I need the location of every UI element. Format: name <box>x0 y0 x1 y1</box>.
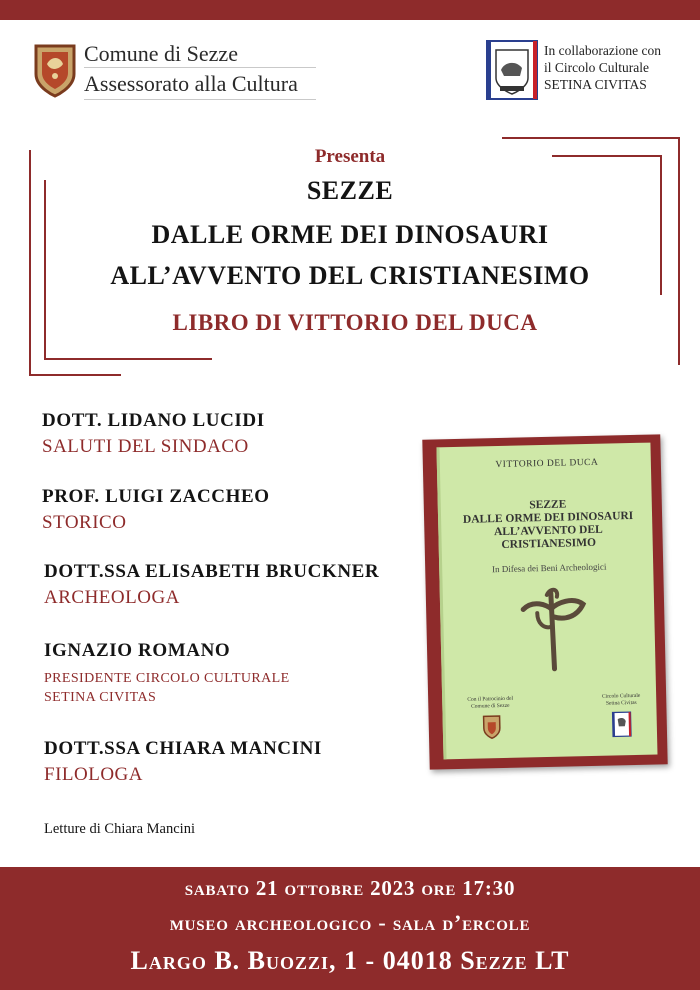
speaker-role: SALUTI DEL SINDACO <box>42 436 249 457</box>
org-subtitle: Assessorato alla Cultura <box>84 71 298 96</box>
event-date: sabato 21 ottobre 2023 ore 17:30 <box>184 876 516 900</box>
book-cover-author: VITTORIO DEL DUCA <box>495 457 599 471</box>
book-cover-title <box>441 496 656 553</box>
readings-note: Letture di Chiara Mancini <box>44 821 195 837</box>
speaker-role: STORICO <box>42 512 127 533</box>
comune-di-sezze-crest-icon <box>32 42 78 98</box>
book-cover-face <box>436 443 657 760</box>
book-author-line: LIBRO DI VITTORIO DEL DUCA <box>172 310 538 335</box>
book-cover-caption <box>591 693 651 708</box>
speaker-name: IGNAZIO ROMANO <box>44 640 231 661</box>
book-cover-caption <box>455 695 525 711</box>
book-cover-caption-line: Comune di Sezze <box>471 702 510 710</box>
event-title-line: ALL’AVVENTO DEL CRISTIANESIMO <box>110 261 590 290</box>
collab-line: il Circolo Culturale <box>544 60 649 75</box>
collab-line: In collaborazione con <box>544 43 661 58</box>
setina-civitas-crest-icon <box>486 40 538 100</box>
book-cover-caption-line: Circolo Culturale <box>601 692 641 700</box>
book-comune-crest-icon <box>482 714 503 740</box>
frame-line <box>44 358 212 360</box>
speaker-name: DOTT.SSA CHIARA MANCINI <box>44 738 322 759</box>
speaker-name: DOTT. LIDANO LUCIDI <box>42 410 265 431</box>
book-cover-subtitle: In Difesa dei Beni Archeologici <box>491 561 607 575</box>
speaker-role: ARCHEOLOGA <box>44 587 180 608</box>
top-accent-bar <box>0 0 700 20</box>
frame-line <box>502 137 680 139</box>
speaker-name: DOTT.SSA ELISABETH BRUCKNER <box>44 561 380 582</box>
event-address: Largo B. Buozzi, 1 - 04018 Sezze LT <box>130 946 570 975</box>
frame-line <box>29 374 121 376</box>
speaker-role: SETINA CIVITAS <box>44 690 157 705</box>
speaker-name: PROF. LUIGI ZACCHEO <box>42 486 270 507</box>
event-title-line: SEZZE <box>306 176 394 205</box>
org-divider <box>84 67 316 68</box>
presenta-label: Presenta <box>314 146 386 167</box>
collaboration-note <box>544 42 661 93</box>
org-name: Comune di Sezze <box>84 41 238 66</box>
speaker-role: FILOLOGA <box>44 764 143 785</box>
book-cover-caption-line: Setina Civitas <box>605 699 637 707</box>
book-cover-title-line: SEZZE <box>529 498 567 512</box>
book-cover-photo <box>422 434 667 769</box>
event-title-line: DALLE ORME DEI DINOSAURI <box>151 220 549 249</box>
book-cover-title-line: ALL’AVVENTO DEL <box>493 523 603 539</box>
speaker-role: PRESIDENTE CIRCOLO CULTURALE <box>44 671 290 686</box>
book-setina-crest-icon <box>612 711 633 737</box>
book-cover-caption-line: Con il Patrocinio del <box>467 695 514 703</box>
christogram-glyph-icon <box>517 582 589 674</box>
book-cover-title-line: CRISTIANESIMO <box>501 536 597 551</box>
collab-line: SETINA CIVITAS <box>544 77 647 92</box>
org-divider <box>84 99 316 100</box>
event-venue: museo archeologico - sala d’ercole <box>169 910 531 935</box>
book-cover-title-line: DALLE ORME DEI DINOSAURI <box>462 509 634 526</box>
